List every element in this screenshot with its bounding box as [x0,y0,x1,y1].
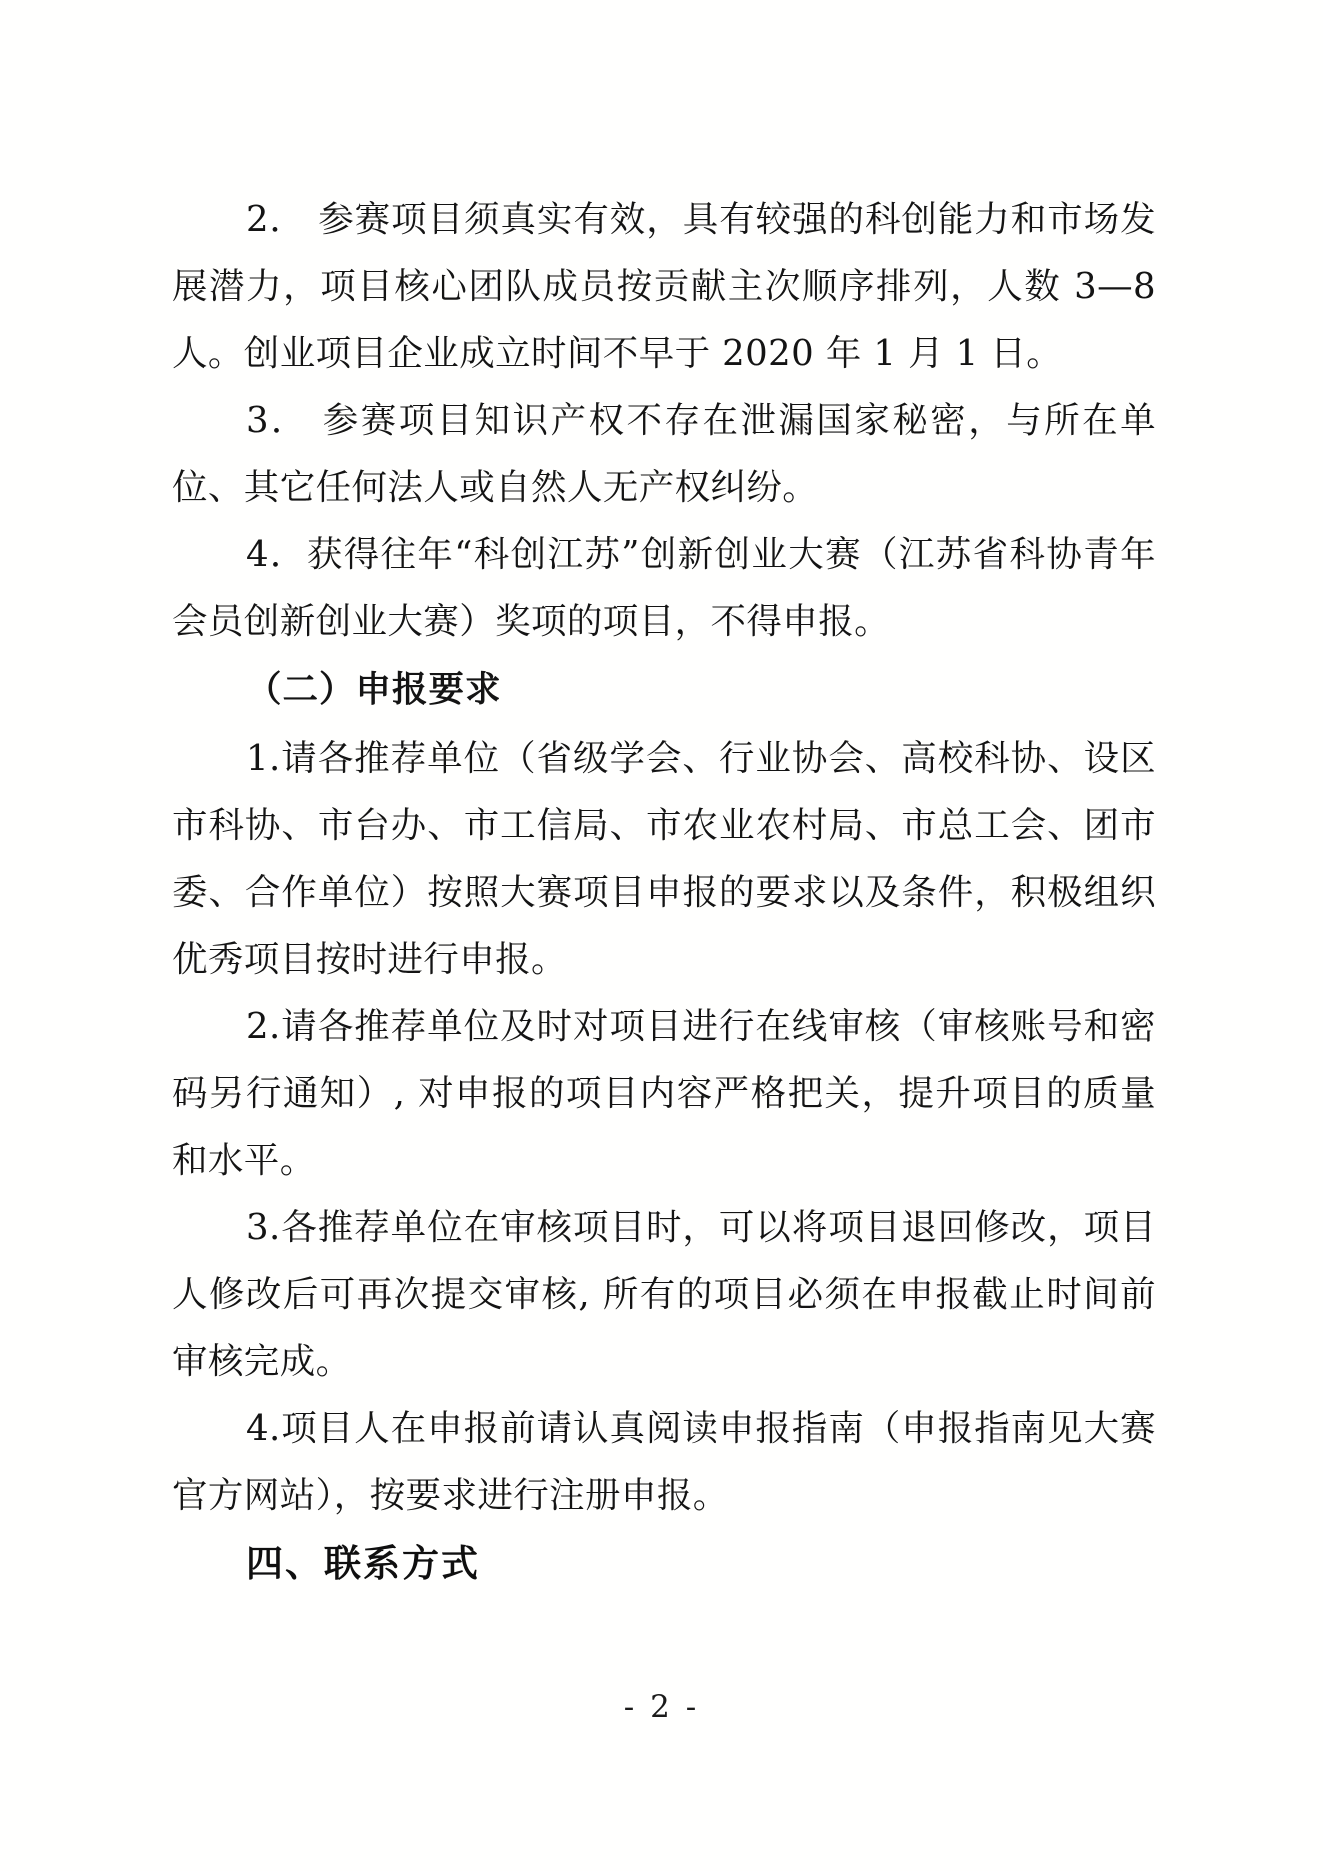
paragraph-item-b2: 2.请各推荐单位及时对项目进行在线审核（审核账号和密码另行通知）, 对申报的项目内容严格把关，提升项目的质量和水平。 [172,1006,1156,1181]
paragraph-item-b1: 1.请各推荐单位（省级学会、行业协会、高校科协、设区市科协、市台办、市工信局、市农业农村局、市总工会、团市委、合作单位）按照大赛项目申报的要求以及条件，积极组织优秀项目按时进行申报。 [172,738,1156,980]
paragraph-item-a4: 4．获得往年“科创江苏”创新创业大赛（江苏省科协青年会员创新创业大赛）奖项的项目，不得申报。 [172,534,1156,642]
page-number: - 2 - [623,1689,700,1725]
paragraph-item-b4: 4.项目人在申报前请认真阅读申报指南（申报指南见大赛官方网站），按要求进行注册申报。 [172,1408,1156,1516]
document-body [172,186,1156,1599]
section-heading-contact-information: 四、联系方式 [246,1542,480,1585]
paragraph-item-b3: 3.各推荐单位在审核项目时，可以将项目退回修改，项目人修改后可再次提交审核, 所有的项目必须在申报截止时间前审核完成。 [172,1207,1156,1382]
section-heading-application-requirements: （二）申报要求 [246,669,502,710]
paragraph-item-a2: 2． 参赛项目须真实有效，具有较强的科创能力和市场发展潜力，项目核心团队成员按贡献主次顺序排列，人数 3—8 人。创业项目企业成立时间不早于 2020 年 1 月 1 日。 [172,199,1156,374]
paragraph-item-a3: 3． 参赛项目知识产权不存在泄漏国家秘密，与所在单位、其它任何法人或自然人无产权纠纷。 [172,400,1156,508]
